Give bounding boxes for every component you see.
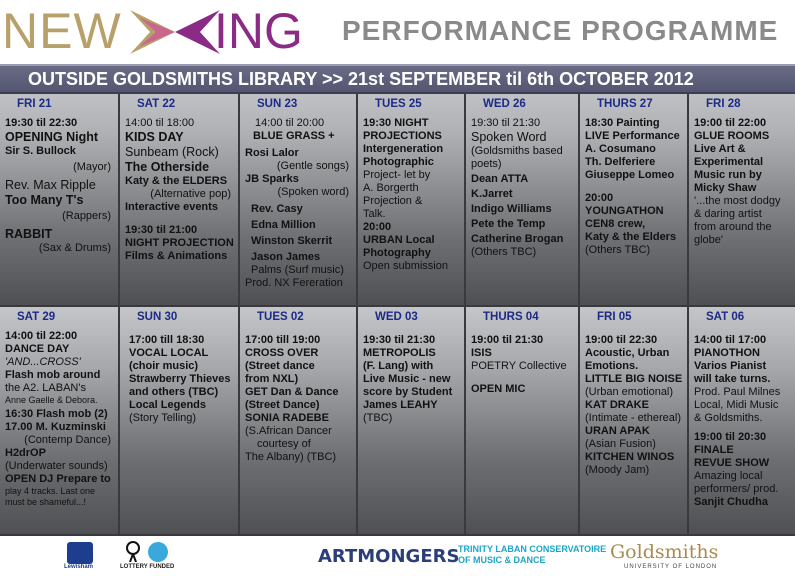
performer: Micky Shaw (694, 182, 757, 194)
event-note: Varios Pianist (694, 360, 767, 372)
performer-note: (Urban emotional) (585, 386, 674, 398)
performer-note: (Street Dance) (245, 399, 320, 411)
performer: Rev. Max Ripple (5, 178, 96, 192)
event-note: Talk. (363, 208, 386, 220)
day-heading: WED 26 (483, 98, 526, 110)
event-note: (Goldsmiths based (471, 145, 563, 157)
time-slot: 14:00 til 17:00 (694, 334, 767, 346)
day-cell-thurs-04 (466, 307, 580, 536)
time-slot: 14:00 til 22:00 (5, 330, 78, 342)
performer: RABBIT (5, 227, 53, 241)
performer: James LEAHY (363, 399, 438, 411)
event-title: URBAN Local (363, 234, 435, 246)
performer: Local Legends (129, 399, 207, 411)
day-cell-tues-02 (240, 307, 358, 536)
time-slot: 20:00 (585, 192, 614, 204)
time-slot: 17:00 till 19:00 (245, 334, 321, 346)
day-heading: THURS 27 (597, 98, 653, 110)
performer: KITCHEN WINOS (585, 451, 675, 463)
lottery-logo-text: LOTTERY FUNDED (120, 564, 175, 570)
schedule-grid (0, 94, 795, 536)
time-slot: 19:30 til 21:30 (363, 334, 436, 346)
performer: Jason James (251, 251, 321, 263)
event-note: Anne Gaelle & Debora. (5, 395, 98, 405)
day-cell-fri-21 (0, 94, 120, 307)
logo-new-text: NEW (2, 3, 122, 59)
performer-note: (S.African Dancer (245, 425, 332, 437)
performer: H2drOP (5, 447, 46, 459)
event-title: PROJECTIONS (363, 130, 442, 142)
lewisham-crest-icon (67, 542, 93, 564)
performer: KAT DRAKE (585, 399, 649, 411)
event-note: (choir music) (129, 360, 199, 372)
quote: '...the most dodgy (694, 195, 781, 207)
performer-note: (Underwater sounds) (5, 460, 108, 472)
performer: SONIA RADEBE (245, 412, 329, 424)
performer: Sunbeam (Rock) (125, 145, 219, 159)
performer: CEN8 crew, (585, 218, 646, 230)
goldsmiths-logo: Goldsmiths (610, 541, 719, 563)
time-slot: 14:00 til 20:00 (255, 117, 325, 129)
performer: Katy & the ELDERS (125, 175, 228, 187)
quote: globe' (694, 234, 724, 246)
performer: Pete the Temp (471, 218, 546, 230)
event-note: performers/ prod. (694, 483, 779, 495)
event-note: A. Borgerth (363, 182, 419, 194)
performer-note: (Intimate - ethereal) (585, 412, 681, 424)
time-slot: 20:00 (363, 221, 392, 233)
performer: Indigo Williams (471, 203, 552, 215)
event-title: Intergeneration (363, 143, 444, 155)
time-slot: 19:00 til 22:00 (694, 117, 767, 129)
time-slot: 19:00 til 21:30 (471, 334, 544, 346)
performer-note: (Gentle songs) (276, 160, 349, 172)
event-note: Interactive events (125, 201, 218, 213)
time-slot: 17:00 till 18:30 (129, 334, 205, 346)
performer: GET Dan & Dance (245, 386, 339, 398)
performer: Katy & the Elders (585, 231, 677, 243)
event-title: Acoustic, Urban (585, 347, 670, 359)
day-heading: SUN 23 (257, 98, 298, 110)
event-title: YOUNGATHON (585, 205, 664, 217)
event-title: VOCAL LOCAL (129, 347, 209, 359)
event-note: Music run by (694, 169, 762, 181)
day-heading: SAT 06 (706, 311, 745, 323)
event-subtitle: 'AND...CROSS' (5, 356, 81, 368)
day-cell-tues-25 (358, 94, 466, 307)
event-note: Local, Midi Music (694, 399, 779, 411)
time-slot: 16:30 Flash mob (2) (5, 408, 108, 420)
performer: POETRY Collective (471, 360, 567, 372)
venue-date-banner (0, 64, 795, 94)
time-slot: 19:00 til 20:30 (694, 431, 767, 443)
event-title: DANCE DAY (5, 343, 70, 355)
day-heading: FRI 28 (706, 98, 741, 110)
lewisham-logo-text: Lewisham (64, 564, 94, 570)
event-title: CROSS OVER (245, 347, 319, 359)
performer: K.Jarret (471, 188, 513, 200)
day-heading: FRI 05 (597, 311, 632, 323)
day-cell-wed-26 (466, 94, 580, 307)
event-note: must be shameful...! (5, 497, 87, 507)
performer: Strawberry Thieves (129, 373, 231, 385)
producer-note: Prod. Paul Milnes (694, 386, 781, 398)
event-title: BLUE GRASS + (253, 130, 335, 142)
performer: Rev. Casy (251, 203, 303, 215)
event-title: OPEN DJ Prepare to (5, 473, 111, 485)
event-note: (Story Telling) (129, 412, 197, 424)
day-heading: SUN 30 (137, 311, 178, 323)
day-heading: WED 03 (375, 311, 418, 323)
performer-note: (Rappers) (62, 210, 111, 222)
quote: from around the (694, 221, 772, 233)
trinity-logo-line1: TRINITY LABAN CONSERVATOIRE (458, 544, 607, 554)
performer-note: The Albany) (TBC) (245, 451, 337, 463)
day-cell-fri-28 (689, 94, 795, 307)
event-title: FINALE (694, 444, 734, 456)
event-note: (Street dance (245, 360, 315, 372)
time-slot: 14:00 til 18:00 (125, 117, 195, 129)
event-title: OPEN MIC (471, 383, 526, 395)
day-cell-sun-30 (120, 307, 240, 536)
event-title: LIVE Performance (585, 130, 680, 142)
event-note: (TBC) (363, 412, 393, 424)
event-note: the A2. LABAN's (5, 382, 86, 394)
event-note: from NXL) (245, 373, 299, 385)
event-note: (Others TBC) (585, 244, 651, 256)
goldsmiths-logo-subtitle: UNIVERSITY OF LONDON (624, 564, 718, 570)
quote: & daring artist (694, 208, 762, 220)
time-slot: 19:30 til 21:30 (471, 117, 541, 129)
lottery-crossed-fingers-icon (122, 540, 144, 562)
performer: 17.00 M. Kuzminski (5, 421, 106, 433)
event-note: Project- let by (363, 169, 431, 181)
day-heading: TUES 02 (257, 311, 304, 323)
performer: Catherine Brogan (471, 233, 564, 245)
time-slot: 19:30 til 21:00 (125, 224, 198, 236)
day-cell-thurs-27 (580, 94, 689, 307)
sponsor-footer (0, 536, 795, 576)
event-note: Live Art & (694, 143, 746, 155)
performer: URAN APAK (585, 425, 650, 437)
page-title: PERFORMANCE PROGRAMME (342, 15, 779, 46)
performer-note: (Contemp Dance) (24, 434, 111, 446)
event-title: OPENING Night (5, 130, 99, 144)
event-title: Emotions. (585, 360, 639, 372)
event-note: will take turns. (694, 373, 771, 385)
event-title: NIGHT PROJECTION (125, 237, 234, 249)
day-heading: FRI 21 (17, 98, 52, 110)
performer: Th. Delferiere (585, 156, 656, 168)
performer-note: (Sax & Drums) (38, 242, 111, 254)
day-heading: TUES 25 (375, 98, 422, 110)
event-title: KIDS DAY (125, 130, 184, 144)
event-note: (Others TBC) (471, 246, 537, 258)
event-note: Open submission (363, 260, 448, 272)
event-title: ISIS (471, 347, 492, 359)
event-note: Films & Animations (125, 250, 228, 262)
performer: A. Cosumano (585, 143, 656, 155)
performer: Giuseppe Lomeo (585, 169, 675, 181)
event-note: Amazing local (694, 470, 763, 482)
performer-note: (Mayor) (73, 161, 111, 173)
performer-note: (Moody Jam) (585, 464, 650, 476)
performer: Too Many T's (5, 193, 84, 207)
performer: The Otherside (125, 160, 210, 174)
event-note: poets) (471, 158, 502, 170)
event-title: GLUE ROOMS (694, 130, 770, 142)
trinity-logo-line2: OF MUSIC & DANCE (458, 555, 546, 565)
event-title: METROPOLIS (363, 347, 436, 359)
day-cell-sat-29 (0, 307, 120, 536)
performer-note: (Asian Fusion) (585, 438, 656, 450)
event-note: play 4 tracks. Last one (5, 486, 96, 496)
event-note: (F. Lang) with (363, 360, 434, 372)
event-note: score by Student (363, 386, 453, 398)
day-cell-fri-05 (580, 307, 689, 536)
artmongers-logo: ARTMONGERS (318, 546, 460, 567)
day-cell-sat-22 (120, 94, 240, 307)
event-title: Photographic (363, 156, 434, 168)
time-slot: 19:30 til 22:30 (5, 117, 78, 129)
performer: Edna Million (251, 219, 316, 231)
event-note: & Goldsmiths. (694, 412, 763, 424)
event-note: Flash mob around (5, 369, 101, 381)
event-title: Photography (363, 247, 431, 259)
performer-note: (Alternative pop) (150, 188, 231, 200)
event-title: Spoken Word (471, 130, 547, 144)
day-cell-sun-23 (240, 94, 358, 307)
performer: Winston Skerrit (251, 235, 333, 247)
trinity-laban-logo (458, 544, 606, 566)
arts-council-logo-icon (148, 542, 168, 562)
event-note: Projection & (363, 195, 423, 207)
event-note: Experimental (694, 156, 764, 168)
performer-note: (Spoken word) (277, 186, 349, 198)
event-note: Live Music - new (363, 373, 451, 385)
performer: Palms (Surf music) (251, 264, 344, 276)
event-title: PIANOTHON (694, 347, 760, 359)
time-slot: 19:00 til 22:30 (585, 334, 658, 346)
time-slot: 18:30 Painting (585, 117, 660, 129)
performer: LITTLE BIG NOISE (585, 373, 683, 385)
day-heading: SAT 29 (17, 311, 56, 323)
banner-text: OUTSIDE GOLDSMITHS LIBRARY >> 21st SEPTEMBER til 6th OCTOBER 2012 (28, 69, 694, 89)
logo-ing-text: ING (214, 3, 303, 59)
time-slot: 19:30 NIGHT (363, 117, 429, 129)
day-cell-wed-03 (358, 307, 466, 536)
performer: JB Sparks (245, 173, 299, 185)
day-heading: THURS 04 (483, 311, 539, 323)
logo-cross-icon (130, 10, 220, 54)
performer-note: courtesy of (257, 438, 311, 450)
day-cell-sat-06 (689, 307, 795, 536)
performer: and others (TBC) (129, 386, 219, 398)
performer: Sir S. Bullock (5, 145, 76, 157)
producer-note: Prod. NX Fereration (245, 277, 343, 289)
header (0, 0, 795, 64)
event-title: REVUE SHOW (694, 457, 770, 469)
performer: Dean ATTA (471, 173, 529, 185)
day-heading: SAT 22 (137, 98, 176, 110)
producer-note: Sanjit Chudha (694, 496, 768, 508)
performer: Rosi Lalor (245, 147, 299, 159)
